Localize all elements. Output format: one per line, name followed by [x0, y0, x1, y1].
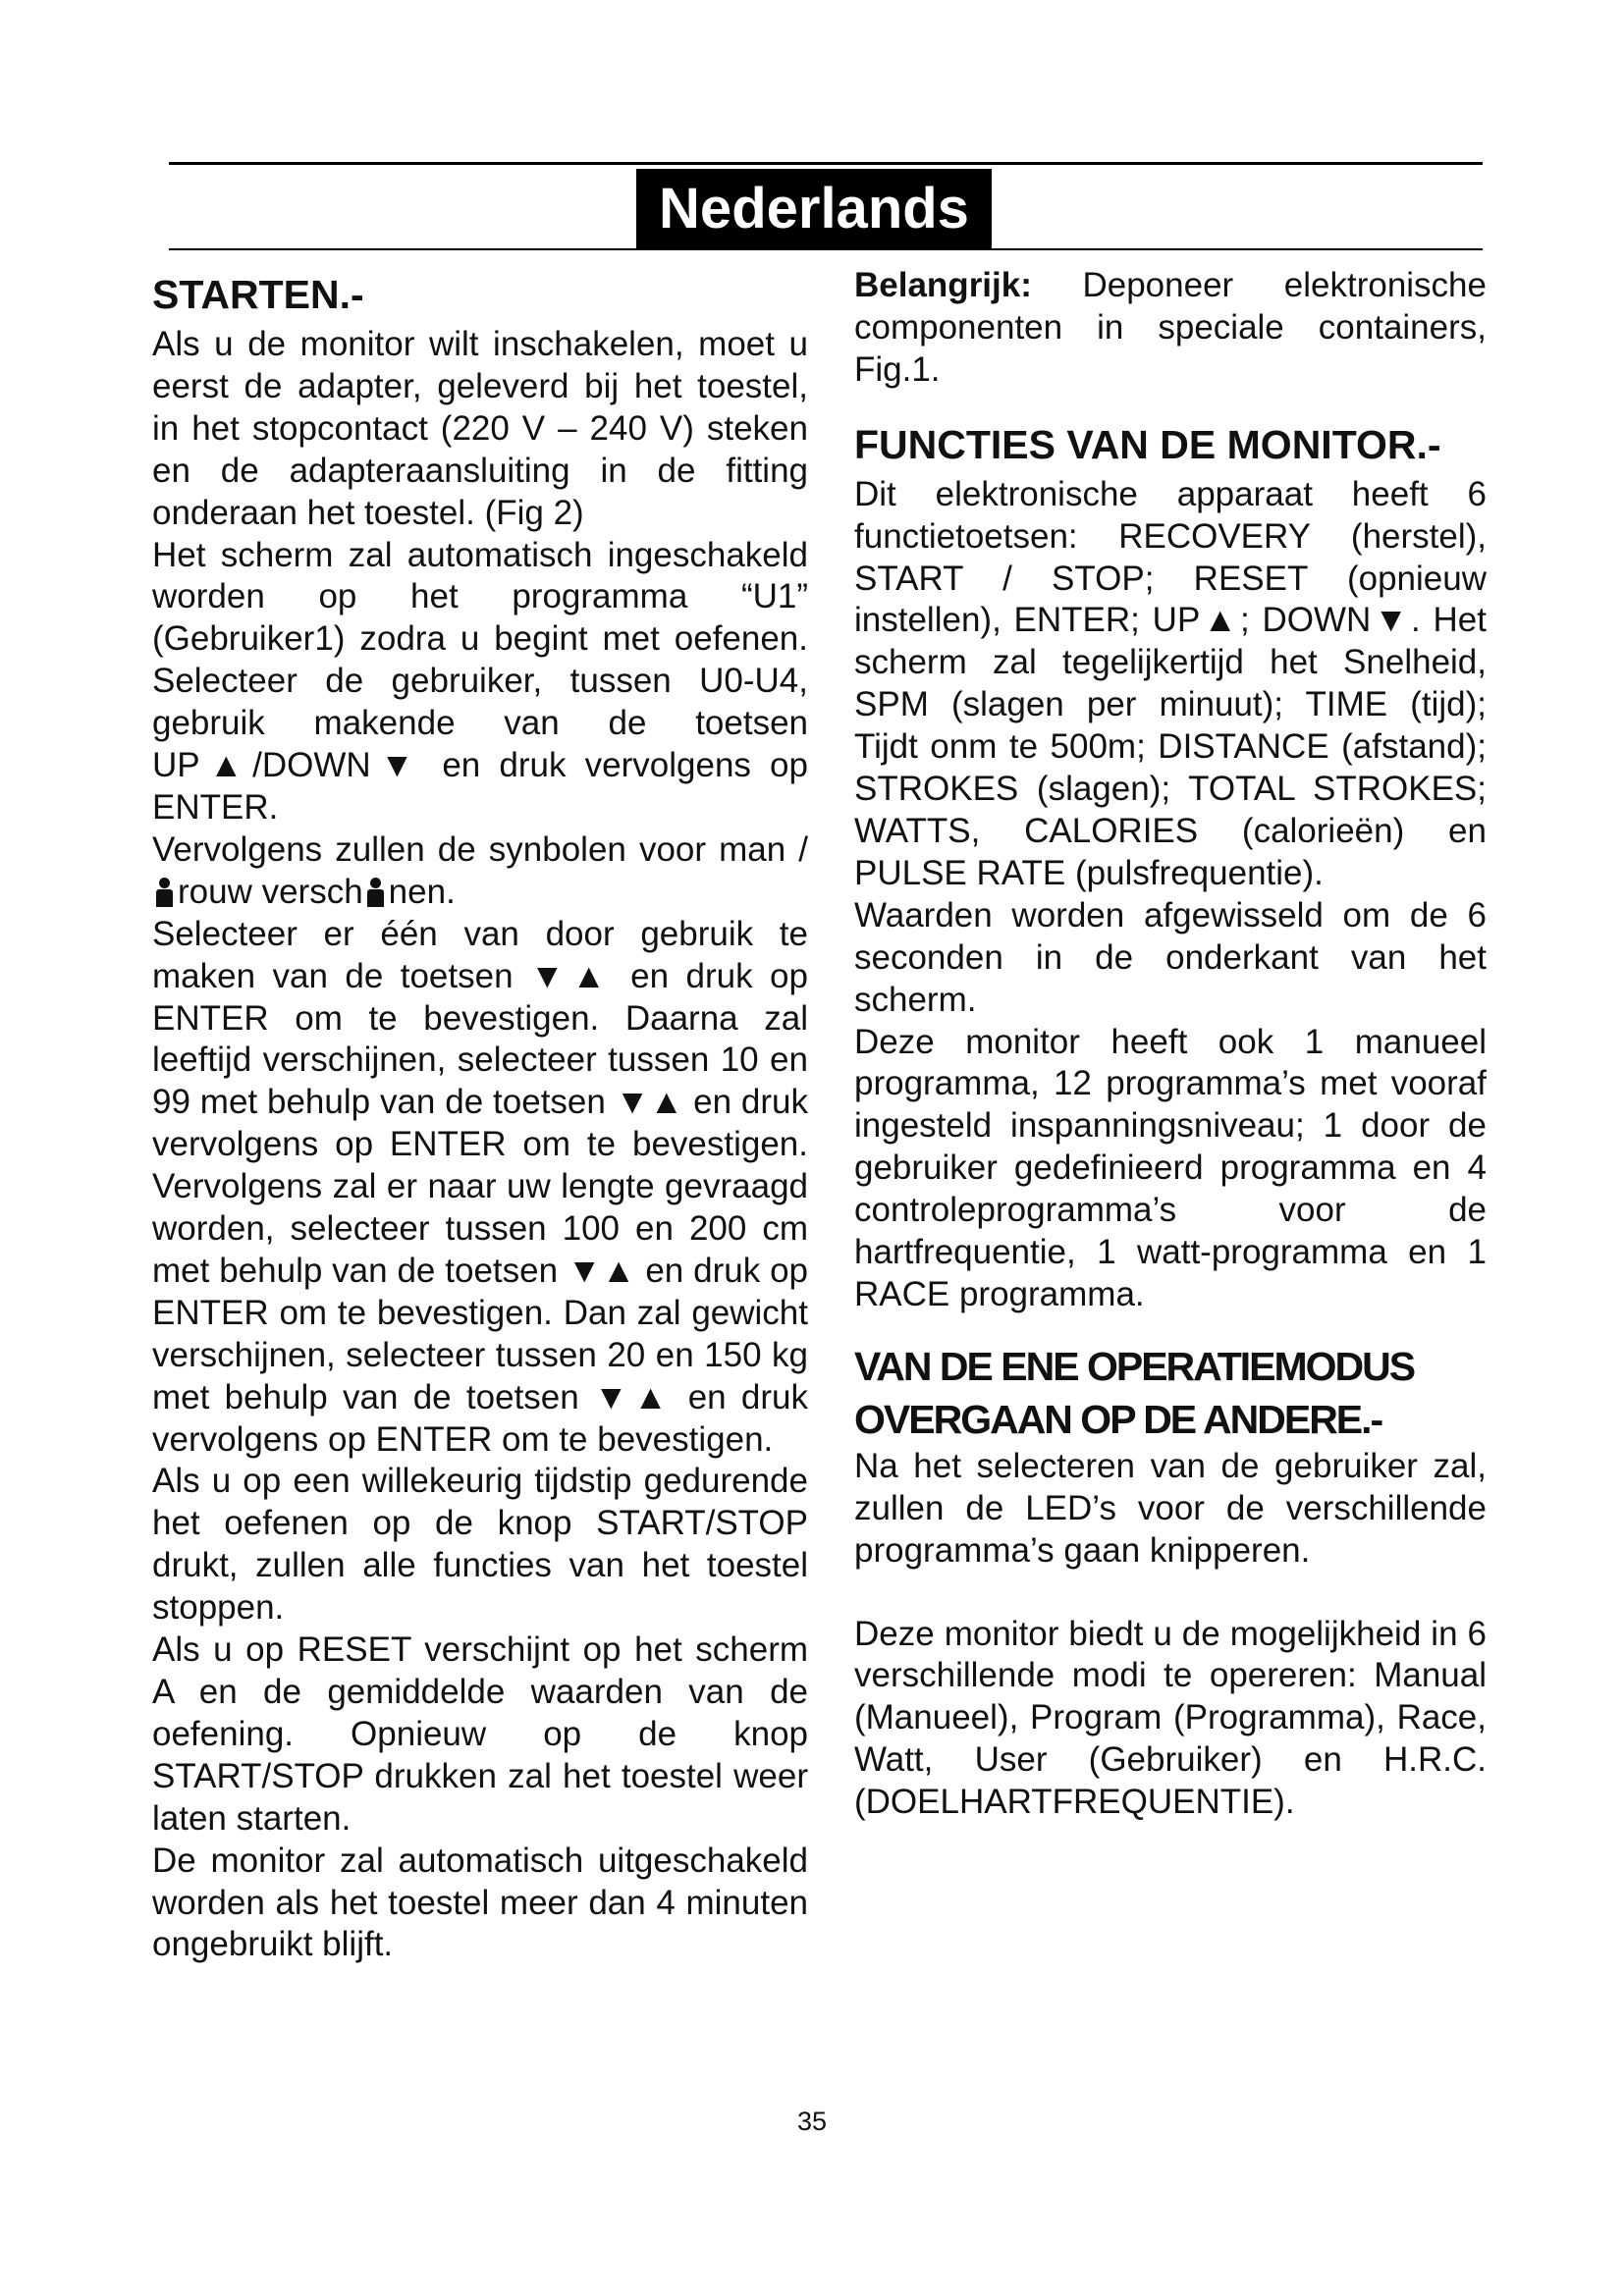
- starten-paragraph-adapter: Als u de monitor wilt inschakelen, moet u eerst de adapter, geleverd bij het toestel, in het stopcontact (220 V – 240 V) steken en de adapteraansluiting in de fitting onderaan het toestel. (Fig 2): [152, 325, 808, 532]
- important-note: [854, 265, 1487, 392]
- man-symbol-icon: [363, 878, 389, 907]
- symbols-text-before: Vervolgens zullen de synbolen voor man /: [152, 829, 808, 869]
- important-text: Deponeer elektronische componenten in speciale containers, Fig.1.: [854, 266, 1487, 389]
- starten-paragraph-startstop: Als u op een willekeurig tijdstip gedurende het oefenen op de knop START/STOP drukt, zullen alle functies van het toestel stoppen.: [152, 1462, 808, 1628]
- spacer: [854, 392, 1487, 415]
- page-number: 35: [796, 2107, 828, 2136]
- right-column: [854, 265, 1487, 1824]
- top-rule: [169, 162, 1483, 165]
- left-column: [152, 265, 808, 1966]
- symbols-text-middle: rouw versch: [178, 872, 363, 911]
- functions-paragraph-keys: Dit elektronische apparaat heeft 6 functietoetsen: RECOVERY (herstel), START / STOP; RESET (opnieuw instellen), ENTER; UP▲; DOWN▼. Het scherm zal tegelijkertijd het Snelheid, SPM (slagen per minuut); TIME (tijd); Tijdt onm te 500m; DISTANCE (afstand); STROKES (slagen); TOTAL STROKES; WATTS, CALORIES (calorieën) en PULSE RATE (pulsfrequentie).: [854, 474, 1487, 892]
- starten-paragraph-reset: Als u op RESET verschijnt op het scherm A en de gemiddelde waarden van de oefening. Opnieuw op de knop START/STOP drukken zal het toestel weer laten starten.: [152, 1630, 808, 1838]
- starten-paragraph-symbols: [152, 829, 808, 914]
- important-label: Belangrijk:: [854, 266, 1032, 304]
- language-banner: Nederlands: [636, 169, 992, 249]
- functions-paragraph-values: Waarden worden afgewisseld om de 6 seconden in de onderkant van het scherm.: [854, 895, 1487, 1019]
- functions-heading: FUNCTIES VAN DE MONITOR.-: [854, 421, 1441, 467]
- symbols-text-after: nen.: [388, 872, 456, 911]
- starten-paragraph-autooff: De monitor zal automatisch uitgeschakeld worden als het toestel meer dan 4 minuten ongebruikt blijft.: [152, 1841, 808, 1964]
- spacer: [854, 1316, 1487, 1340]
- mode-heading-line1: VAN DE ENE OPERATIEMODUS: [854, 1343, 1415, 1389]
- functions-paragraph-programs: Deze monitor heeft ook 1 manueel programma, 12 programma’s met vooraf ingesteld inspanningsniveau; 1 door de gebruiker gedefinieerd programma en 4 controleprogramma’s voor de hartfrequentie, 1 watt-programma en 1 RACE programma.: [854, 1022, 1487, 1313]
- mode-paragraph-modes: Deze monitor biedt u de mogelijkheid in 6 verschillende modi te opereren: Manual (Manueel), Program (Programma), Race, Watt, User (Gebruiker) en H.R.C. (DOELHARTFREQUENTIE).: [854, 1614, 1487, 1822]
- starten-paragraph-user: Het scherm zal automatisch ingeschakeld worden op het programma “U1” (Gebruiker1) zodra u begint met oefenen. Selecteer de gebruiker, tussen U0-U4, gebruik makende van de toetsen UP▲/DOWN▼ en druk vervolgens op ENTER.: [152, 535, 808, 827]
- starten-heading: STARTEN.-: [152, 272, 364, 317]
- spacer: [854, 1573, 1487, 1614]
- bottom-rule: [169, 248, 1483, 250]
- mode-heading-line2: OVERGAAN OP DE ANDERE.-: [854, 1396, 1382, 1442]
- mode-paragraph-leds: Na het selecteren van de gebruiker zal, zullen de LED’s voor de verschillende programma’s gaan knipperen.: [854, 1446, 1487, 1570]
- woman-symbol-icon: [152, 878, 178, 907]
- starten-paragraph-selection: Selecteer er één van door gebruik te maken van de toetsen ▼▲ en druk op ENTER om te bevestigen. Daarna zal leeftijd verschijnen, selecteer tussen 10 en 99 met behulp van de toetsen ▼▲ en druk vervolgens op ENTER om te bevestigen. Vervolgens zal er naar uw lengte gevraagd worden, selecteer tussen 100 en 200 cm met behulp van de toetsen ▼▲ en druk op ENTER om te bevestigen. Dan zal gewicht verschijnen, selecteer tussen 20 en 150 kg met behulp van de toetsen ▼▲ en druk vervolgens op ENTER om te bevestigen.: [152, 914, 808, 1459]
